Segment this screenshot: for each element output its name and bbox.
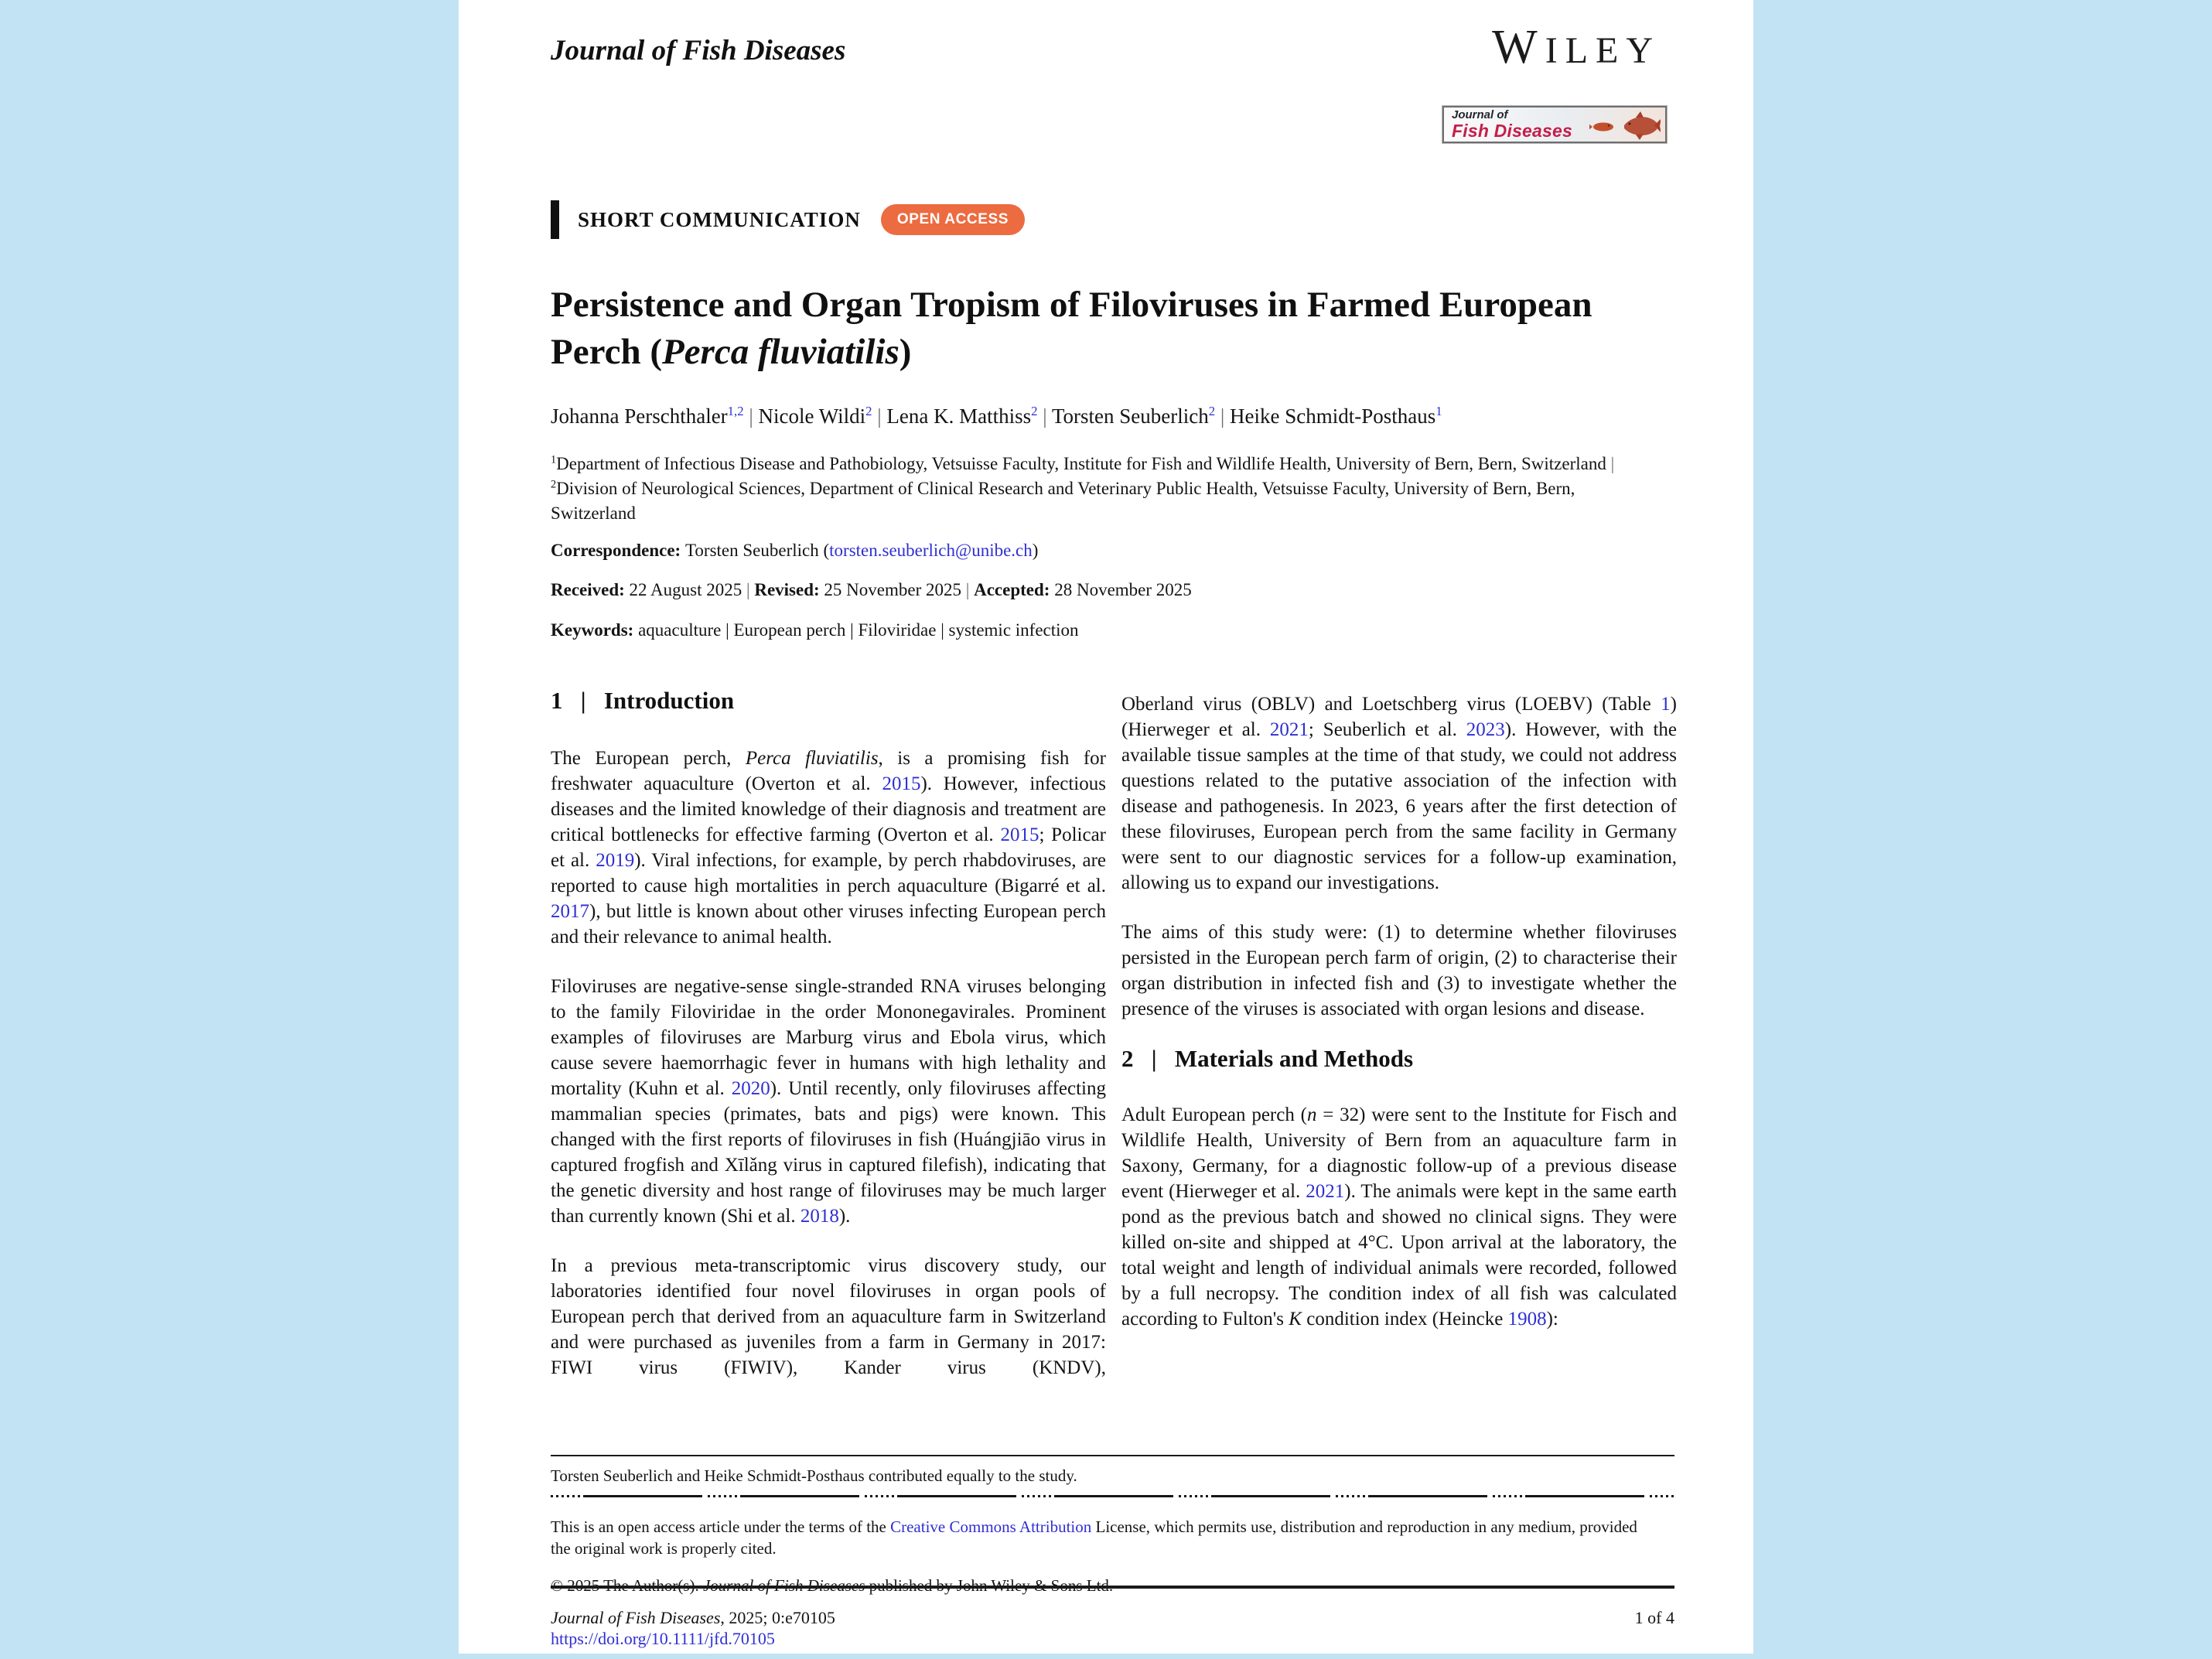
inline-link[interactable]: 2	[865, 404, 872, 418]
article-type-label: SHORT COMMUNICATION	[578, 207, 861, 231]
inline-link[interactable]: 2023	[1466, 719, 1505, 740]
footer-rule	[551, 1586, 1674, 1589]
footer-citation: Journal of Fish Diseases, 2025; 0:e70105	[551, 1608, 835, 1627]
inline-link[interactable]: 2017	[551, 901, 589, 922]
intro-paragraph-3: In a previous meta-transcriptomic virus discovery study, our laboratories identified four novel filoviruses in organ pools of European perch that derived from an aquaculture farm in Switzerland and were purchased as juveniles from a farm in Germany in 2017: FIWI virus (FIWIV), Kander virus (KNDV),	[551, 1255, 1106, 1378]
inline-link[interactable]: 2	[1208, 404, 1216, 418]
footer-row	[551, 1608, 1674, 1628]
inline-link[interactable]: 1	[1435, 404, 1442, 418]
keywords-line: Keywords: aquaculture | European perch | Filoviridae | systemic infection	[551, 620, 1079, 640]
section-heading-methods: 2 | Materials and Methods	[1121, 1045, 1414, 1072]
journal-cover-title	[1452, 109, 1572, 140]
inline-link[interactable]: 2019	[596, 850, 635, 871]
inline-link[interactable]: 2021	[1269, 719, 1309, 740]
open-access-statement: This is an open access article under the terms of the Creative Commons Attribution License, which permits use, distribution and reproduction in any medium, provided the original work is properly cited.	[551, 1517, 1637, 1558]
article-type-row	[551, 200, 1025, 240]
journal-name: Journal of Fish Diseases	[551, 35, 846, 67]
wiley-logo: WILEY	[1492, 21, 1661, 73]
equal-contribution-note: Torsten Seuberlich and Heike Schmidt-Posthaus contributed equally to the study.	[551, 1466, 1077, 1485]
journal-cover-line2: Fish Diseases	[1452, 121, 1573, 141]
inline-link[interactable]: 1908	[1507, 1309, 1547, 1330]
inline-link[interactable]: 2	[1031, 404, 1038, 418]
journal-cover-line1: Journal of	[1452, 108, 1508, 121]
correspondence-line: Correspondence: Torsten Seuberlich (torsten.seuberlich@unibe.ch)	[551, 541, 1039, 560]
copyright-line: © 2025 The Author(s). Journal of Fish Diseases published by John Wiley & Sons Ltd.	[551, 1576, 1114, 1595]
aims-paragraph: The aims of this study were: (1) to determine whether filoviruses persisted in the European perch farm of origin, (2) to characterise their organ distribution in infected fish and (3) to investigate whether the presence of the viruses is associated with organ lesions and disease.	[1121, 922, 1677, 1019]
section-heading-introduction: 1 | Introduction	[551, 687, 735, 714]
inline-link[interactable]: 1,2	[727, 404, 744, 418]
page-indicator: 1 of 4	[1634, 1608, 1674, 1627]
body-column-left	[551, 688, 1106, 1381]
inline-link[interactable]: Creative Commons Attribution	[890, 1517, 1092, 1536]
article-title: Persistence and Organ Tropism of Filoviruses in Farmed European Perch (Perca fluviatilis)	[551, 285, 1592, 372]
inline-link[interactable]: 1	[1661, 694, 1671, 715]
fish-illustration-icon	[1589, 108, 1661, 141]
footnote-rule	[551, 1455, 1674, 1456]
open-access-badge: OPEN ACCESS	[881, 204, 1025, 235]
affiliations: $^1$Department of Infectious Disease and Pathobiology, Vetsuisse Faculty, Institute for Fish and Wildlife Health, University of Bern, Bern, Switzerland | $^2$Division of Neurological Sciences, Department of Clinical Research and Veterinary Public Health, Vetsuisse Faculty, University of Bern, Bern, Switzerland	[551, 453, 1615, 523]
dotted-divider	[551, 1495, 1674, 1497]
article-page	[459, 0, 1753, 1654]
journal-cover-badge	[1442, 106, 1667, 143]
footnote-block	[551, 1455, 1674, 1596]
inline-link[interactable]: 2015	[882, 773, 921, 794]
inline-link[interactable]: 2021	[1306, 1181, 1345, 1202]
body-column-right	[1121, 691, 1677, 1332]
intro-paragraph-3-continuation: Oberland virus (OBLV) and Loetschberg virus (LOEBV) (Table 1) (Hierweger et al. 2021; Seuberlich et al. 2023). However, with the available tissue samples at the time of that study, we could not address questions related to the putative association of the infection with disease and pathogenesis. In 2023, 6 years after the first detection of these filoviruses, European perch from the same facility in Germany were sent to our diagnostic services for a follow-up examination, allowing us to expand our investigations.	[1121, 694, 1677, 893]
inline-link[interactable]: 2015	[1000, 824, 1039, 845]
inline-link[interactable]: 2018	[800, 1206, 839, 1227]
inline-link[interactable]: 2020	[731, 1078, 770, 1099]
methods-paragraph: Adult European perch (n = 32) were sent to the Institute for Fisch and Wildlife Health, University of Bern from an aquaculture farm in Saxony, Germany, for a diagnostic follow-up of a previous disease event (Hierweger et al. 2021). The animals were kept in the same earth pond as the previous batch and showed no clinical signs. They were killed on-site and shipped at 4°C. Upon arrival at the laboratory, the total weight and length of individual animals were recorded, followed by a full necropsy. The condition index of all fish was calculated according to Fulton's K condition index (Heincke 1908):	[1121, 1104, 1677, 1330]
author-list: Johanna Perschthaler$^{1,2}$ | Nicole Wildi$^2$ | Lena K. Matthiss$^2$ | Torsten Seuberlich$^2$ | Heike Schmidt-Posthaus$^1$	[551, 404, 1442, 428]
intro-paragraph-1: The European perch, Perca fluviatilis, is a promising fish for freshwater aquaculture (Overton et al. 2015). However, infectious diseases and the limited knowledge of their diagnosis and treatment are critical bottlenecks for effective farming (Overton et al. 2015; Policar et al. 2019). Viral infections, for example, by perch rhabdoviruses, are reported to cause high mortalities in perch aquaculture (Bigarré et al. 2017), but little is known about other viruses infecting European perch and their relevance to animal health.	[551, 748, 1106, 947]
section-bar-decoration	[551, 200, 559, 239]
intro-paragraph-2: Filoviruses are negative-sense single-stranded RNA viruses belonging to the family Filoviridae in the order Mononegavirales. Prominent examples of filoviruses are Marburg virus and Ebola virus, which cause severe haemorrhagic fever in humans with high lethality and mortality (Kuhn et al. 2020). Until recently, only filoviruses affecting mammalian species (primates, bats and pigs) were known. This changed with the first reports of filoviruses in fish (Huángjiāo virus in captured frogfish and Xīlǎng virus in captured filefish), indicating that the genetic diversity and host range of filoviruses may be much larger than currently known (Shi et al. 2018).	[551, 976, 1106, 1227]
inline-link[interactable]: torsten.seuberlich@unibe.ch	[829, 541, 1033, 560]
history-dates-line: Received: 22 August 2025 | Revised: 25 November 2025 | Accepted: 28 November 2025	[551, 580, 1192, 599]
doi-link[interactable]: https://doi.org/10.1111/jfd.70105	[551, 1629, 775, 1648]
